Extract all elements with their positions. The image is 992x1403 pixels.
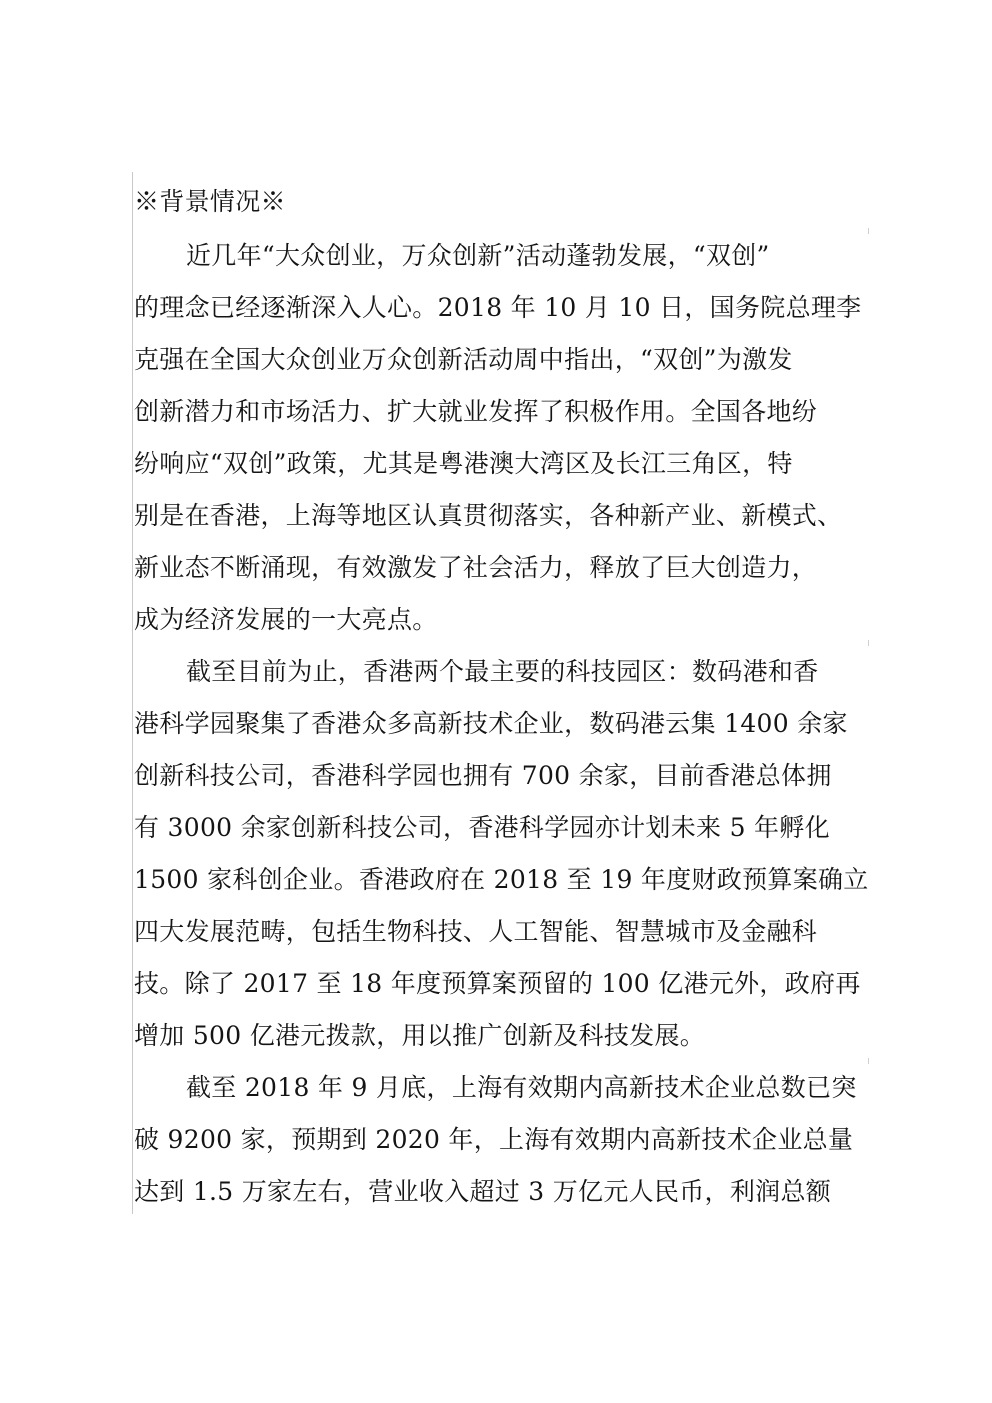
paragraph-2-line: 增加 500 亿港元拨款，用以推广创新及科技发展。: [134, 1021, 706, 1050]
paragraph-2-line: 创新科技公司，香港科学园也拥有 700 余家，目前香港总体拥: [134, 761, 832, 790]
paragraph-2-line: 有 3000 余家创新科技公司，香港科学园亦计划未来 5 年孵化: [134, 813, 830, 842]
margin-tick: [868, 228, 869, 234]
paragraph-1-line: 纷响应“双创”政策，尤其是粤港澳大湾区及长江三角区，特: [134, 449, 793, 478]
paragraph-2-line: 截至目前为止，香港两个最主要的科技园区：数码港和香: [186, 657, 819, 686]
paragraph-3-line: 达到 1.5 万家左右，营业收入超过 3 万亿元人民币，利润总额: [134, 1177, 832, 1206]
margin-tick: [868, 1058, 869, 1064]
margin-tick: [868, 640, 869, 646]
left-margin-rule: [132, 172, 133, 1214]
paragraph-2-line: 港科学园聚集了香港众多高新技术企业，数码港云集 1400 余家: [134, 709, 848, 738]
paragraph-2-line: 1500 家科创企业。香港政府在 2018 至 19 年度财政预算案确立: [134, 865, 869, 894]
paragraph-1-line: 克强在全国大众创业万众创新活动周中指出，“双创”为激发: [134, 345, 793, 374]
paragraph-3-line: 截至 2018 年 9 月底，上海有效期内高新技术企业总数已突: [186, 1073, 857, 1102]
paragraph-1-line: 创新潜力和市场活力、扩大就业发挥了积极作用。全国各地纷: [134, 397, 818, 426]
section-heading: ※背景情况※: [134, 187, 286, 216]
paragraph-1-line: 近几年“大众创业，万众创新”活动蓬勃发展，“双创”: [186, 241, 770, 270]
paragraph-2-line: 四大发展范畴，包括生物科技、人工智能、智慧城市及金融科: [134, 917, 818, 946]
paragraph-1-line: 的理念已经逐渐深入人心。2018 年 10 月 10 日，国务院总理李: [134, 293, 862, 322]
paragraph-1-line: 别是在香港，上海等地区认真贯彻落实，各种新产业、新模式、: [134, 501, 843, 530]
paragraph-1-line: 新业态不断涌现，有效激发了社会活力，释放了巨大创造力，: [134, 553, 818, 582]
paragraph-1-line: 成为经济发展的一大亮点。: [134, 605, 438, 634]
paragraph-2-line: 技。除了 2017 至 18 年度预算案预留的 100 亿港元外，政府再: [134, 969, 861, 998]
paragraph-3-line: 破 9200 家，预期到 2020 年，上海有效期内高新技术企业总量: [134, 1125, 854, 1154]
